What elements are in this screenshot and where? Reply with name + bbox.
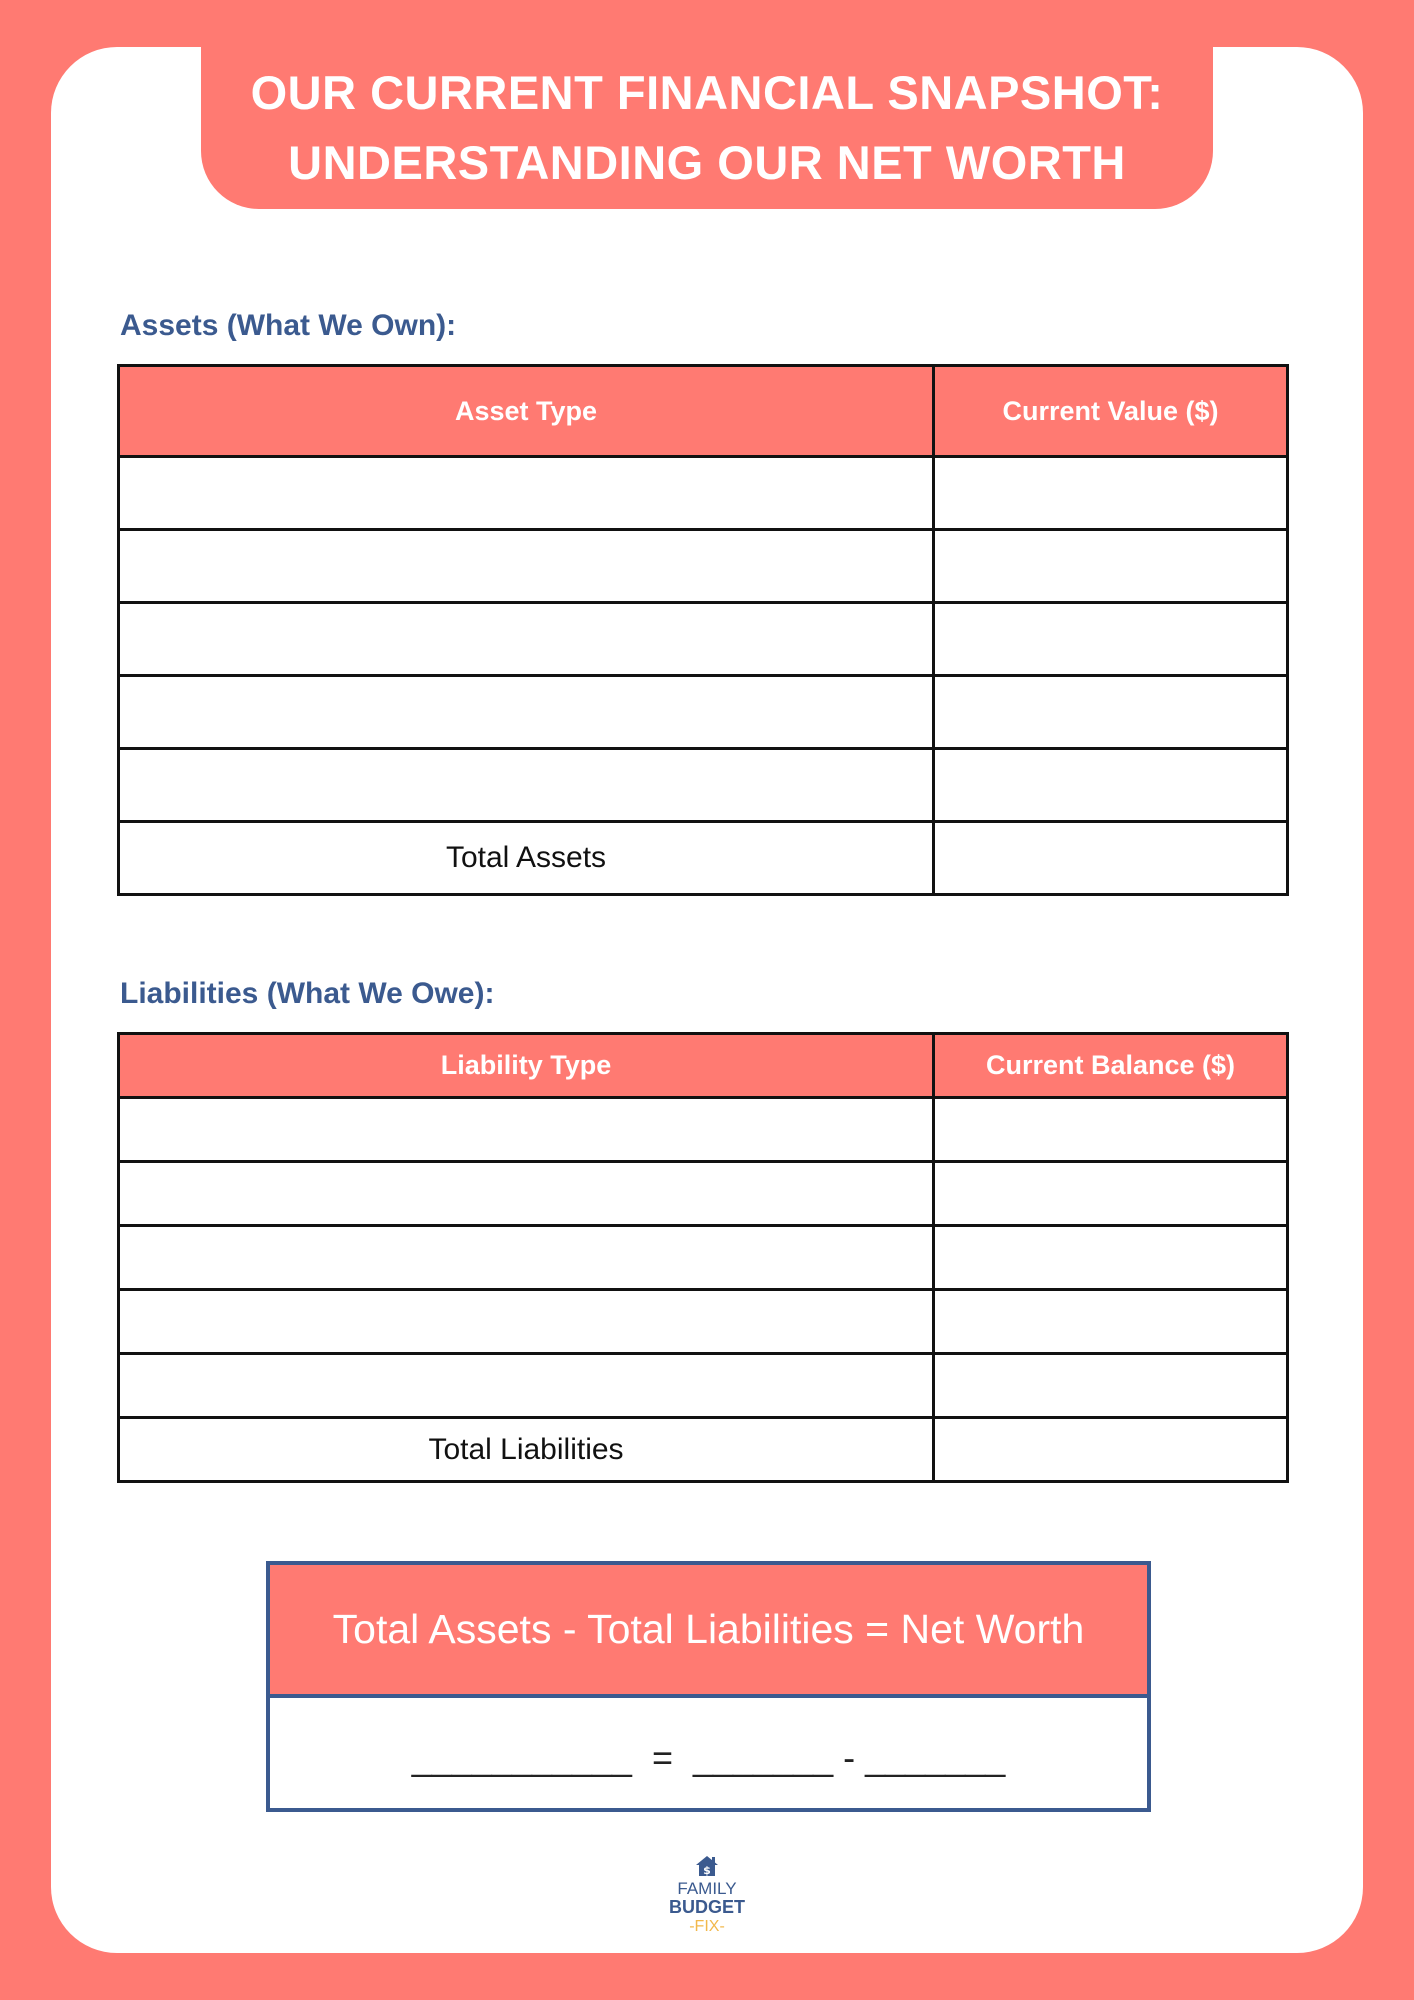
current-value-header: Current Value ($) [934, 366, 1288, 457]
asset-value-cell[interactable] [934, 457, 1288, 530]
liability-row [119, 1354, 1288, 1418]
logo-line-2: BUDGET [669, 1897, 745, 1917]
asset-row [119, 603, 1288, 676]
liabilities-table [117, 1032, 1289, 1483]
liabilities-header-row [119, 1034, 1288, 1098]
total-assets-value-cell[interactable] [934, 822, 1288, 895]
liability-balance-cell[interactable] [934, 1290, 1288, 1354]
current-balance-header: Current Balance ($) [934, 1034, 1288, 1098]
net-worth-formula-box [266, 1561, 1151, 1812]
liability-type-cell[interactable] [119, 1098, 934, 1162]
asset-value-cell[interactable] [934, 749, 1288, 822]
asset-value-cell[interactable] [934, 530, 1288, 603]
liability-type-cell[interactable] [119, 1226, 934, 1290]
assets-total-row [119, 822, 1288, 895]
assets-heading: Assets (What We Own): [120, 309, 457, 342]
asset-type-cell[interactable] [119, 676, 934, 749]
total-liabilities-value-cell[interactable] [934, 1418, 1288, 1482]
liability-row [119, 1290, 1288, 1354]
liability-type-cell[interactable] [119, 1290, 934, 1354]
logo-line-1: FAMILY [677, 1879, 737, 1898]
asset-type-cell[interactable] [119, 457, 934, 530]
asset-type-cell[interactable] [119, 530, 934, 603]
asset-type-cell[interactable] [119, 749, 934, 822]
liability-type-cell[interactable] [119, 1354, 934, 1418]
liability-balance-cell[interactable] [934, 1226, 1288, 1290]
logo-line-3: -FIX- [689, 1918, 725, 1935]
asset-type-cell[interactable] [119, 603, 934, 676]
asset-row [119, 530, 1288, 603]
svg-text:$: $ [703, 1864, 711, 1877]
liability-row [119, 1226, 1288, 1290]
asset-value-cell[interactable] [934, 603, 1288, 676]
liabilities-heading: Liabilities (What We Owe): [120, 977, 495, 1010]
liability-type-header: Liability Type [119, 1034, 934, 1098]
total-liabilities-label: Total Liabilities [119, 1418, 934, 1482]
liability-balance-cell[interactable] [934, 1098, 1288, 1162]
title-line-1: OUR CURRENT FINANCIAL SNAPSHOT: [250, 66, 1164, 119]
total-assets-label: Total Assets [119, 822, 934, 895]
assets-header-row [119, 366, 1288, 457]
liability-balance-cell[interactable] [934, 1354, 1288, 1418]
asset-row [119, 457, 1288, 530]
asset-type-header: Asset Type [119, 366, 934, 457]
liability-balance-cell[interactable] [934, 1162, 1288, 1226]
title-banner [201, 47, 1213, 209]
net-worth-blanks[interactable]: ___________ = _______ - _______ [411, 1737, 1006, 1778]
asset-row [119, 676, 1288, 749]
assets-table [117, 364, 1289, 896]
net-worth-equation: Total Assets - Total Liabilities = Net Worth [270, 1565, 1147, 1698]
asset-row [119, 749, 1288, 822]
house-dollar-icon [694, 1855, 720, 1877]
liability-row [119, 1098, 1288, 1162]
family-budget-fix-logo [657, 1855, 757, 1936]
liability-type-cell[interactable] [119, 1162, 934, 1226]
asset-value-cell[interactable] [934, 676, 1288, 749]
liability-row [119, 1162, 1288, 1226]
liabilities-total-row [119, 1418, 1288, 1482]
title-line-2: UNDERSTANDING OUR NET WORTH [288, 136, 1126, 189]
